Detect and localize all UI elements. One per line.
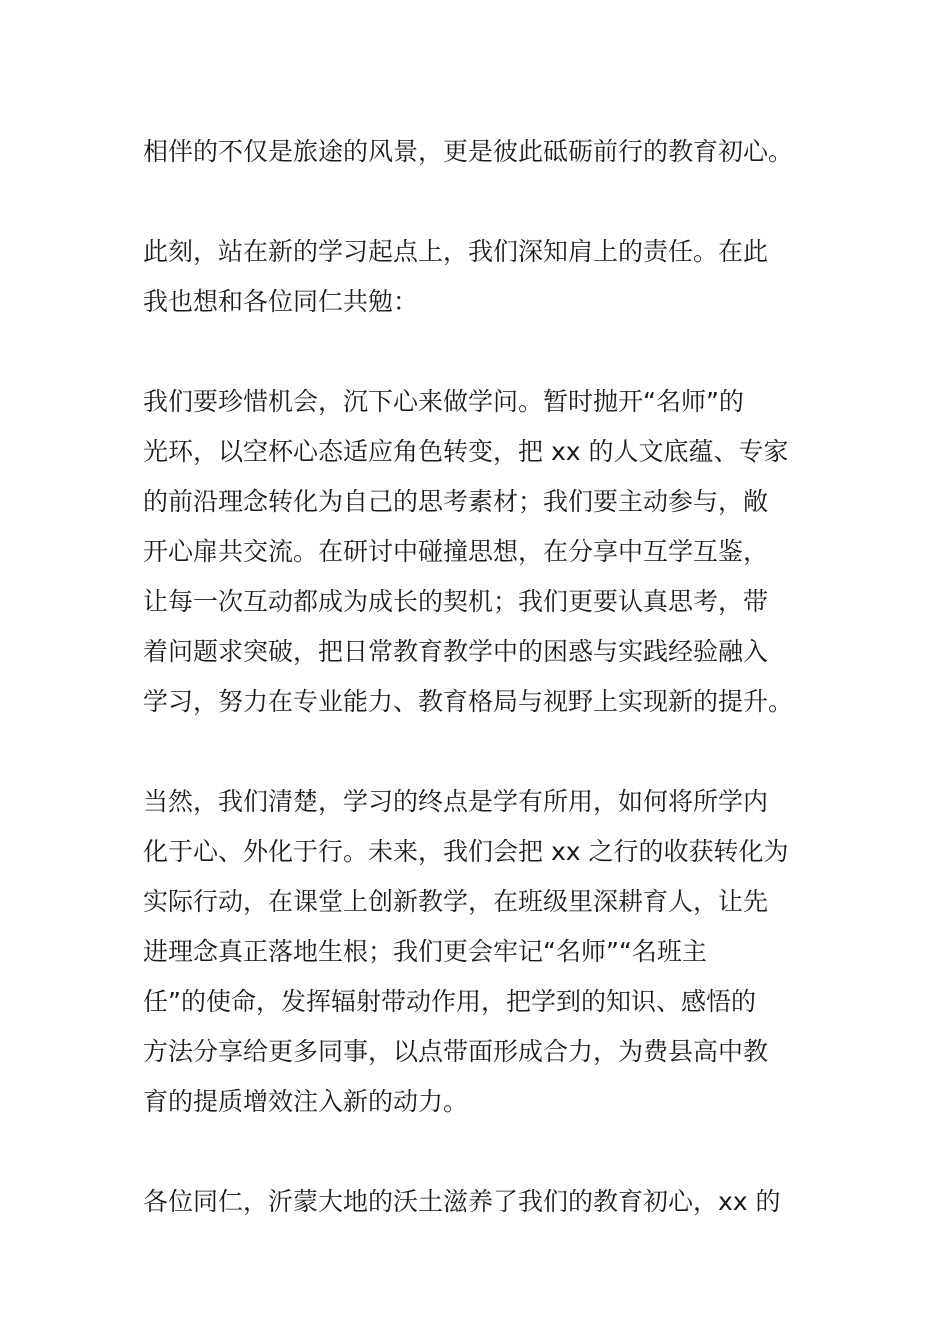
text-line: 我们要珍惜机会，沉下心来做学问。暂时抛开“名师”的 [143,387,744,416]
text-line: 着问题求突破，把日常教育教学中的困惑与实践经验融入 [143,637,769,666]
text-line: 育的提质增效注入新的动力。 [143,1087,469,1116]
text-line: 让每一次互动都成为成长的契机；我们更要认真思考，带 [143,587,769,616]
text-line: 各位同仁，沂蒙大地的沃土滋养了我们的教育初心，xx 的 [143,1187,781,1216]
paragraph [143,777,813,1127]
text-line: 当然，我们清楚，学习的终点是学有所用，如何将所学内 [143,787,769,816]
paragraph [143,227,813,327]
document-body [143,127,813,1277]
text-line: 实际行动，在课堂上创新教学，在班级里深耕育人，让先 [143,887,769,916]
text-line: 方法分享给更多同事，以点带面形成合力，为费县高中教 [143,1037,769,1066]
text-line: 我也想和各位同仁共勉： [143,287,419,316]
text-line: 开心扉共交流。在研讨中碰撞思想，在分享中互学互鉴， [143,537,769,566]
paragraph [143,127,813,177]
paragraph [143,1177,813,1227]
text-line: 任”的使命，发挥辐射带动作用，把学到的知识、感悟的 [143,987,756,1016]
text-line: 化于心、外化于行。未来，我们会把 xx 之行的收获转化为 [143,837,789,866]
text-line: 此刻，站在新的学习起点上，我们深知肩上的责任。在此 [143,237,769,266]
text-line: 光环，以空杯心态适应角色转变，把 xx 的人文底蕴、专家 [143,437,789,466]
text-line: 学习，努力在专业能力、教育格局与视野上实现新的提升。 [143,687,794,716]
text-line: 的前沿理念转化为自己的思考素材；我们要主动参与，敞 [143,487,769,516]
text-line: 相伴的不仅是旅途的风景，更是彼此砥砺前行的教育初心。 [143,137,794,166]
text-line: 进理念真正落地生根；我们更会牢记“名师”“名班主 [143,937,707,966]
paragraph [143,377,813,727]
